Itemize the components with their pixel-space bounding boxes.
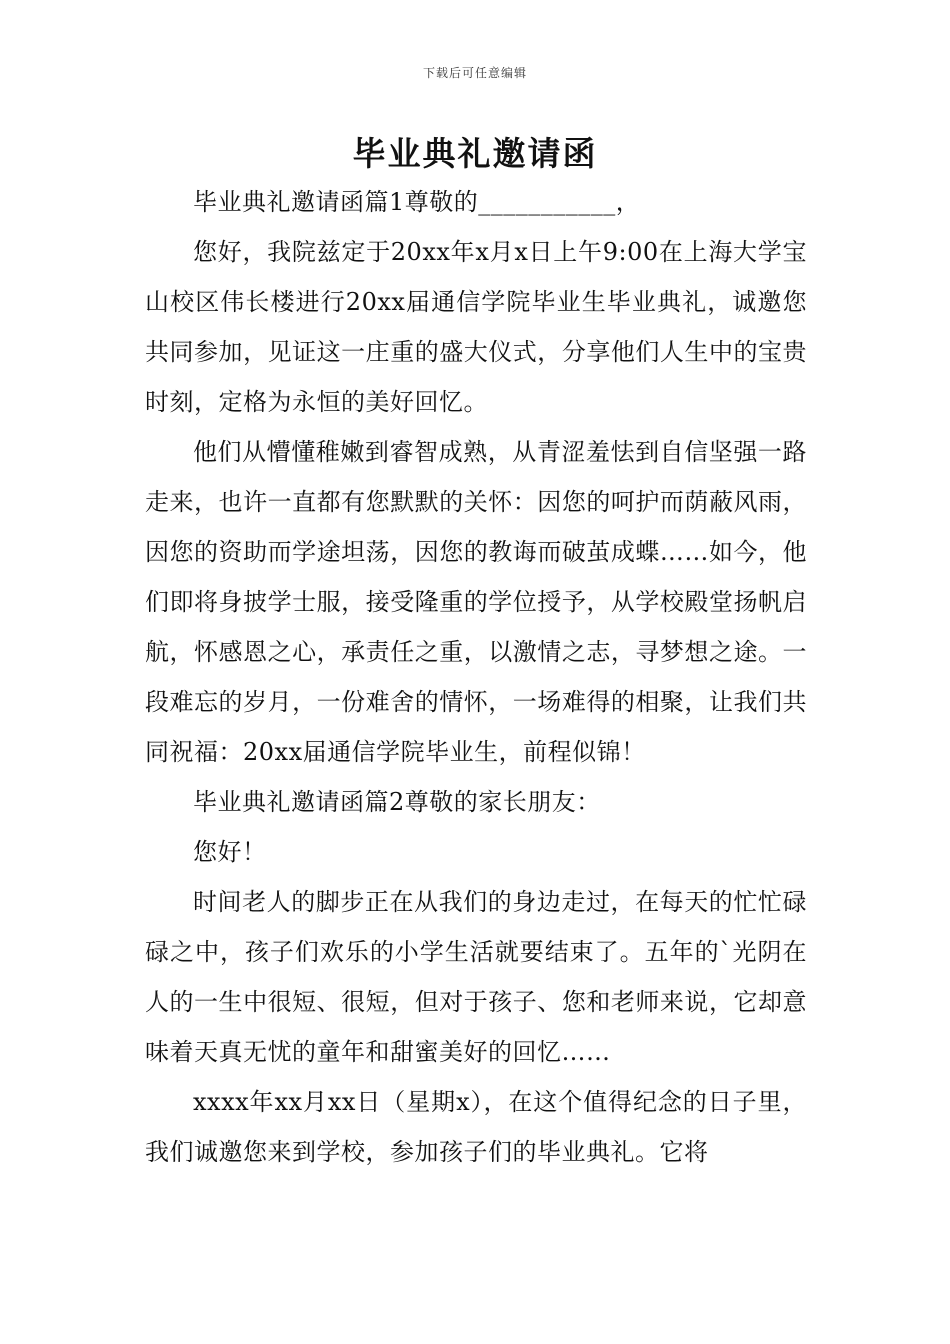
paragraph-invitation-1: 您好，我院兹定于20xx年x月x日上午9:00在上海大学宝山校区伟长楼进行20xx届通信学院毕业生毕业典礼，诚邀您共同参加，见证这一庄重的盛大仪式，分享他们人生中的宝贵时刻，定格为永恒的美好回忆。 xyxy=(145,238,807,416)
paragraph-invitation-2: xxxx年xx月xx日（星期x），在这个值得纪念的日子里，我们诚邀您来到学校，参加孩子们的毕业典礼。它将 xyxy=(145,1088,807,1166)
paragraph-reflection-1: 他们从懵懂稚嫩到睿智成熟，从青涩羞怯到自信坚强一路走来，也许一直都有您默默的关怀：因您的呵护而荫蔽风雨，因您的资助而学途坦荡，因您的教诲而破茧成蝶……如今，他们即将身披学士服，接受隆重的学位授予，从学校殿堂扬帆启航，怀感恩之心，承责任之重，以激情之志，寻梦想之途。一段难忘的岁月，一份难舍的情怀，一场难得的相聚，让我们共同祝福：20xx届通信学院毕业生，前程似锦！ xyxy=(145,438,807,766)
document-title: 毕业典礼邀请函 xyxy=(352,134,598,173)
paragraph-reflection-2: 时间老人的脚步正在从我们的身边走过，在每天的忙忙碌碌之中，孩子们欢乐的小学生活就要结束了。五年的`光阴在人的一生中很短、很短，但对于孩子、您和老师来说，它却意味着天真无忧的童年和甜蜜美好的回忆…… xyxy=(145,888,807,1066)
paragraph-greeting-2: 毕业典礼邀请函篇2尊敬的家长朋友： xyxy=(193,788,601,816)
header-note: 下载后可任意编辑 xyxy=(422,66,527,80)
paragraph-hello-2: 您好！ xyxy=(193,838,267,866)
paragraph-greeting-1: 毕业典礼邀请函篇1尊敬的___________， xyxy=(193,188,641,216)
document-body xyxy=(145,177,807,1177)
